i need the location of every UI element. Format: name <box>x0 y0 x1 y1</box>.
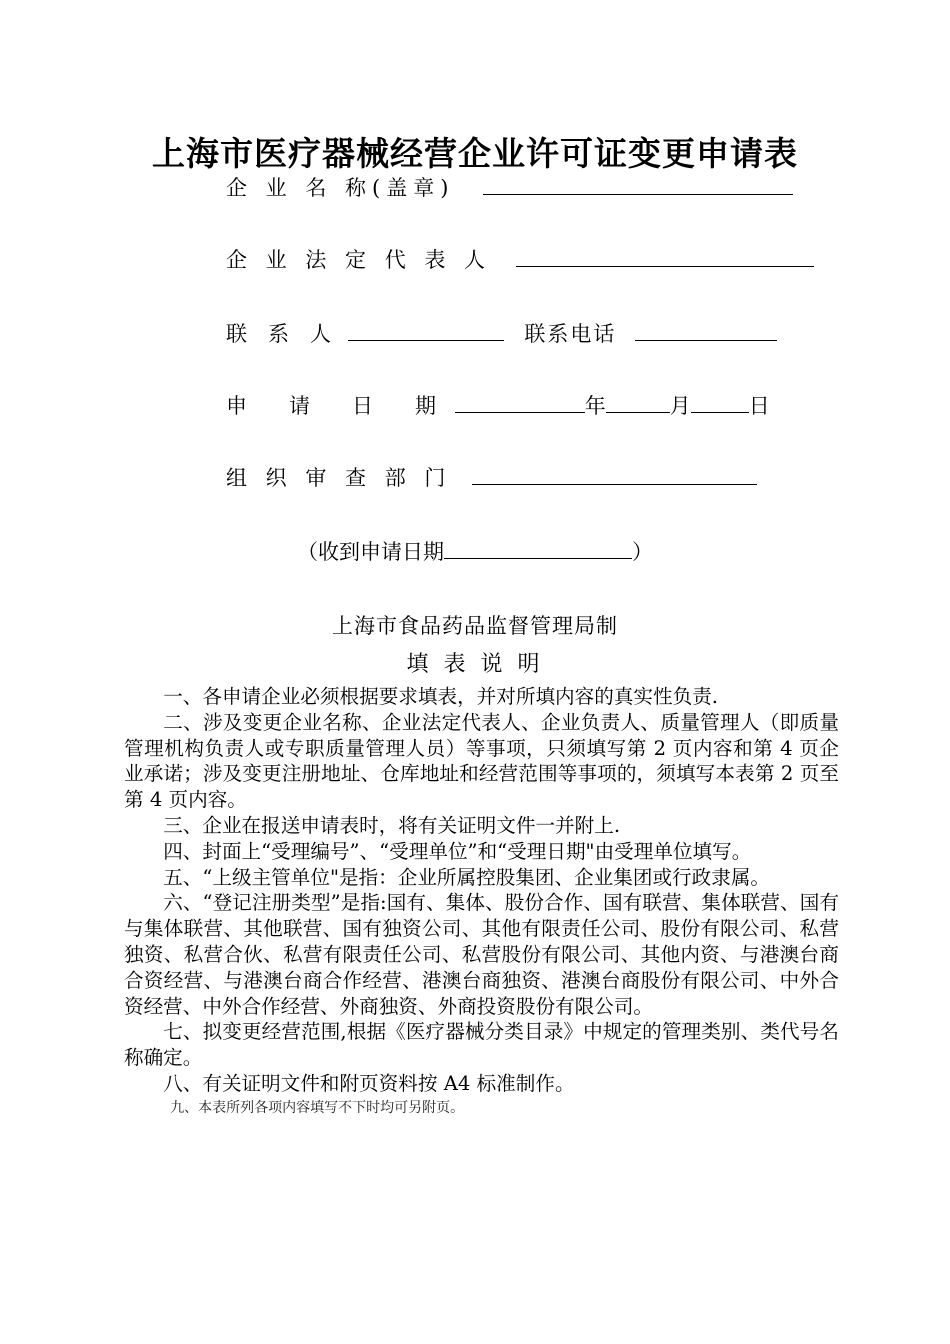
issuer-line: 上海市食品药品监督管理局制 <box>332 614 618 638</box>
legal-rep-row <box>226 244 814 275</box>
note-item-7: 七、拟变更经营范围,根据《医疗器械分类目录》中规定的管理类别、类代号名称确定。 <box>124 1020 839 1070</box>
apply-month-field[interactable] <box>606 390 670 413</box>
received-close-label: ） <box>632 540 653 564</box>
company-name-label: 企 业 名 称(盖章) <box>226 176 455 200</box>
notes-heading: 填 表 说 明 <box>406 652 544 677</box>
apply-year-field[interactable] <box>455 390 585 413</box>
legal-rep-label: 企 业 法 定 代 表 人 <box>226 248 492 272</box>
received-date-row <box>0 536 950 566</box>
year-label: 年 <box>584 394 606 418</box>
phone-label: 联系电话 <box>524 322 617 346</box>
contact-row <box>226 318 777 349</box>
note-item-9: 九、本表所列各项内容填写不下时均可另附页。 <box>170 1099 465 1116</box>
apply-day-field[interactable] <box>691 390 749 413</box>
note-item-4: 四、封面上“受理编号”、“受理单位”和“受理日期"由受理单位填写。 <box>163 839 752 863</box>
note-item-1: 一、各申请企业必须根据要求填表，并对所填内容的真实性负责. <box>163 685 719 708</box>
notes-list <box>124 684 839 1119</box>
note-item-5: 五、“上级主管单位"是指：企业所属控股集团、企业集团或行政隶属。 <box>163 865 771 889</box>
apply-date-row <box>226 390 770 421</box>
apply-date-label: 申 请 日 期 <box>226 394 436 418</box>
month-label: 月 <box>669 394 691 418</box>
contact-label: 联 系 人 <box>226 322 331 346</box>
company-name-field[interactable] <box>483 172 793 195</box>
legal-rep-field[interactable] <box>516 244 814 267</box>
document-title: 上海市医疗器械经营企业许可证变更申请表 <box>152 134 798 173</box>
review-dept-row <box>226 462 757 493</box>
note-item-8: 八、有关证明文件和附页资料按 A4 标准制作。 <box>163 1071 575 1095</box>
contact-field[interactable] <box>348 318 504 341</box>
note-item-6: 六、“登记注册类型”是指:国有、集体、股份合作、国有联营、集体联营、国有与集体联营、其他联营、国有独资公司、其他有限责任公司、股份有限公司、私营独资、私营合伙、私营有限责任公司、私营股份有限公司、其他内资、与港澳台商合资经营、与港澳台商合作经营、港澳台商独资、港澳台商股份有限公司、中外合资经营、中外合作经营、外商独资、外商投资股份有限公司。 <box>124 891 839 1018</box>
received-date-field[interactable] <box>444 536 632 559</box>
day-label: 日 <box>748 394 770 418</box>
company-name-row <box>226 172 793 203</box>
review-dept-label: 组 织 审 查 部 门 <box>226 466 452 490</box>
phone-field[interactable] <box>635 318 777 341</box>
received-open-label: （收到申请日期 <box>297 540 444 564</box>
review-dept-field[interactable] <box>472 462 757 485</box>
note-item-2: 二、涉及变更企业名称、企业法定代表人、企业负责人、质量管理人（即质量管理机构负责人或专职质量管理人员）等事项，只须填写第 2 页内容和第 4 页企业承诺；涉及变更注册地址、仓库地址和经营范围等事项的，须填写本表第 2 页至第 4 页内容。 <box>124 710 839 812</box>
note-item-3: 三、企业在报送申请表时，将有关证明文件一并附上. <box>163 813 621 837</box>
